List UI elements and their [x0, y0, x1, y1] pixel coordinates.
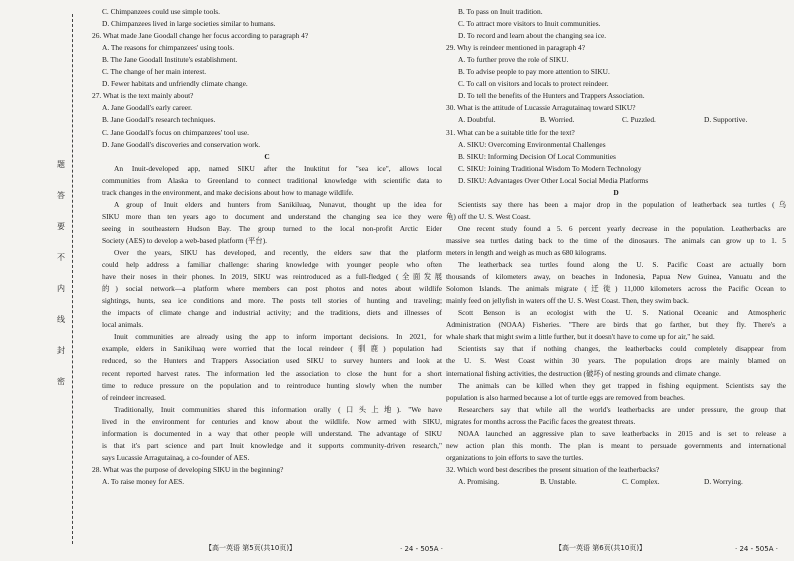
- text-line: Scientists say there has been a major drop in the population of leatherback sea turtles (乌: [458, 199, 786, 209]
- binding-char: 密: [57, 377, 65, 386]
- text-line: of reindeer increased.: [102, 392, 166, 402]
- text-line: whale shark that might swim a little further, but it doesn't have to come up for air," he said.: [446, 332, 715, 342]
- right-footer: 【高一英语 第6页(共10页)】: [555, 544, 647, 552]
- text-line: A. To raise money for AES.: [102, 476, 185, 486]
- text-line: Researchers say that while all the world's leatherbacks are under pressure, the group that: [458, 404, 786, 414]
- text-line: Administration (NOAA) Fisheries. "There are birds that go farther, but they fly. There's a: [446, 320, 786, 330]
- binding-char: 线: [57, 315, 65, 324]
- right-column: [446, 0, 786, 561]
- left-footer-code: · 24 - 505A ·: [400, 545, 443, 553]
- text-line: A group of Inuit elders and hunters from Sanikiluaq, Nunavut, thought up the idea for: [114, 199, 442, 209]
- left-footer: 【高一英语 第5页(共10页)】: [205, 544, 297, 552]
- binding-line: [72, 14, 73, 544]
- text-line: could help address a familiar challenge: sharing knowledge with younger people who often: [102, 260, 442, 270]
- text-line: 28. What was the purpose of developing SIKU in the beginning?: [92, 464, 284, 474]
- answer-options: [446, 114, 786, 126]
- text-line: SIKU more than ten years ago to document and understand the changing sea ice they were: [102, 211, 442, 221]
- text-line: 的) social network—a platform where members can post photos and notes about wildlife: [102, 284, 442, 294]
- binding-char: 题: [57, 160, 65, 169]
- text-line: massive sea turtles dating back to the time of the dinosaurs. The animals can grow up to 1. 5: [446, 235, 786, 245]
- text-line: Traditionally, Inuit communities shared this information orally (口头上地). "We have: [114, 404, 442, 414]
- text-line: population is also harmed because a lot of turtle eggs are removed from beaches.: [446, 392, 685, 402]
- answer-option: C. Puzzled.: [622, 115, 656, 125]
- text-line: organizations to join efforts to save the turtles.: [446, 452, 584, 462]
- answer-option: D. Supportive.: [704, 115, 748, 125]
- text-line: A. Jane Goodall's early career.: [102, 103, 192, 113]
- binding-margin: [0, 0, 92, 561]
- text-line: Solomon Islands. The animals migrate (迁徙) 11,000 kilometers across the Pacific Ocean to: [446, 284, 786, 294]
- answer-option: C. Complex.: [622, 476, 660, 486]
- text-line: NOAA launched an aggressive plan to save leatherbacks in 2015 and is set to release a: [458, 428, 786, 438]
- text-line: 30. What is the attitude of Lucassie Arragutainaq toward SIKU?: [446, 103, 636, 113]
- text-line: track changes in the environment, and make decisions about how to manage wildlife.: [102, 187, 354, 197]
- text-line: migrates for months across the Pacific faces the greatest threats.: [446, 416, 636, 426]
- text-line: international fishing activities, the destruction (破坏) of nesting grounds and climate change.: [446, 368, 721, 378]
- answer-options: [446, 476, 786, 488]
- text-line: lived in the environment for centuries and know about the wildlife. Now armed with SIKU,: [102, 416, 442, 426]
- text-line: the impacts of climate change and industrial activity; and the traditions, diets and illnesses of: [102, 308, 442, 318]
- text-line: 32. Which word best describes the present situation of the leatherbacks?: [446, 464, 660, 474]
- left-column: [92, 0, 442, 561]
- text-line: information is documented in a way that other people will understand. The advantage of SIKU: [102, 428, 442, 438]
- text-line: the U. S. West Coast within 30 years. The population drops are mainly blamed on: [446, 356, 786, 366]
- text-line: 27. What is the text mainly about?: [92, 91, 194, 101]
- text-line: says Lucassie Arragutainaq, a co-founder of AES.: [102, 452, 250, 462]
- text-line: An Inuit-developed app, named SIKU after the Inuktitut for "sea ice", allows local: [114, 163, 442, 173]
- text-line: C. To attract more visitors to Inuit communities.: [458, 19, 601, 29]
- text-line: is that it's part science and part Inuit knowledge and it supports community-driven research,": [102, 440, 442, 450]
- text-line: local animals.: [102, 320, 144, 330]
- binding-char: 要: [57, 222, 65, 231]
- section-heading: C: [264, 151, 270, 161]
- section-heading: D: [613, 187, 619, 197]
- answer-option: D. Worrying.: [704, 476, 743, 486]
- text-line: A. To further prove the role of SIKU.: [458, 55, 569, 65]
- binding-notice: [54, 160, 68, 386]
- answer-option: B. Unstable.: [540, 476, 577, 486]
- text-line: The leatherback sea turtles found along the U. S. Pacific Coast are actually born: [458, 260, 786, 270]
- text-line: C. Jane Goodall's focus on chimpanzees' tool use.: [102, 127, 249, 137]
- text-line: C. The change of her main interest.: [102, 67, 207, 77]
- text-line: thousands of kilometers away, on beaches in Indonesia, Papua New Guinea, Vanuatu and the: [446, 272, 786, 282]
- text-line: C. SIKU: Joining Traditional Wisdom To Modern Technology: [458, 163, 642, 173]
- text-line: Over the years, SIKU has developed, and recently, the elders saw that the platform: [114, 248, 442, 257]
- text-line: D. Chimpanzees lived in large societies similar to humans.: [102, 19, 276, 29]
- text-line: D. SIKU: Advantages Over Other Local Social Media Platforms: [458, 175, 649, 185]
- text-line: B. To advise people to pay more attention to SIKU.: [458, 67, 610, 77]
- binding-char: 答: [57, 191, 65, 200]
- text-line: B. Jane Goodall's research techniques.: [102, 115, 216, 125]
- answer-option: A. Promising.: [458, 476, 500, 486]
- answer-option: A. Doubtful.: [458, 115, 496, 125]
- text-line: One recent study found a 5. 6 percent yearly decrease in the population. Leatherbacks are: [458, 223, 786, 233]
- binding-char: 封: [57, 346, 65, 355]
- text-line: A. SIKU: Overcoming Environmental Challenges: [458, 139, 606, 149]
- text-line: Scientists say that if nothing changes, the leatherbacks could completely disappear from: [458, 344, 786, 354]
- text-line: Scott Benson is an ecologist with the U. S. National Oceanic and Atmospheric: [458, 308, 786, 318]
- text-line: A. The reasons for chimpanzees' using tools.: [102, 43, 235, 53]
- text-line: 29. Why is reindeer mentioned in paragraph 4?: [446, 43, 586, 53]
- text-line: Inuit communities are already using the app to inform important decisions. In 2021, for: [114, 332, 442, 342]
- right-footer-code: · 24 - 505A ·: [735, 545, 778, 553]
- text-line: new action plan this month. The plan is meant to persuade governments and international: [446, 440, 786, 450]
- text-line: C. To call on visitors and locals to protect reindeer.: [458, 79, 609, 89]
- text-line: D. To record and learn about the changing sea ice.: [458, 31, 607, 41]
- text-line: 26. What made Jane Goodall change her focus according to paragraph 4?: [92, 31, 309, 41]
- text-line: B. To pass on Inuit tradition.: [458, 7, 543, 16]
- text-line: have their noses in their phones. In 2019, SIKU was reintroduced as a full-fledged (全面发展: [102, 272, 442, 282]
- text-line: time to reduce pressure on the population and to reintroduce hunting slowly when the number: [102, 380, 442, 390]
- binding-char: 不: [57, 253, 65, 262]
- text-line: C. Chimpanzees could use simple tools.: [102, 7, 221, 16]
- binding-char: 内: [57, 284, 65, 293]
- answer-option: B. Worried.: [540, 115, 575, 125]
- text-line: sightings, hunts, sea ice conditions and more. The posts tell stories of hunting and traveling;: [102, 296, 442, 306]
- text-line: meters in length and weigh as much as 680 kilograms.: [446, 248, 607, 257]
- text-line: D. Fewer habitats and unfriendly climate change.: [102, 79, 248, 89]
- text-line: seeing in southeastern Hudson Bay. The group turned to the local non-profit Arctic Eider: [102, 223, 442, 233]
- text-line: 龟) off the U. S. West Coast.: [446, 211, 531, 221]
- text-line: D. Jane Goodall's discoveries and conservation work.: [102, 139, 261, 149]
- text-line: 31. What can be a suitable title for the text?: [446, 127, 575, 137]
- text-line: reduced, so the Hunters and Trappers Association used SIKU to survey hunters and look at: [102, 356, 442, 366]
- text-line: B. SIKU: Informing Decision Of Local Communities: [458, 151, 616, 161]
- text-line: example, elders in Sanikiluaq were worried that the local reindeer (驯鹿) population had: [102, 344, 442, 354]
- text-line: The animals can be killed when they get trapped in fishing equipment. Scientists say the: [458, 380, 786, 390]
- text-line: B. The Jane Goodall Institute's establishment.: [102, 55, 238, 65]
- text-line: Society (AES) to develop a web-based platform (平台).: [102, 235, 268, 245]
- text-line: D. To tell the benefits of the Hunters and Trappers Association.: [458, 91, 645, 101]
- text-line: communities from Alaska to Greenland to connect traditional knowledge with scientific data to: [102, 175, 442, 185]
- text-line: mainly feed on jellyfish in waters off the U. S. West Coast. Then, they swim back.: [446, 296, 689, 306]
- text-line: recent reported harvest rates. The information led the association to close the hunt for a short: [102, 368, 442, 378]
